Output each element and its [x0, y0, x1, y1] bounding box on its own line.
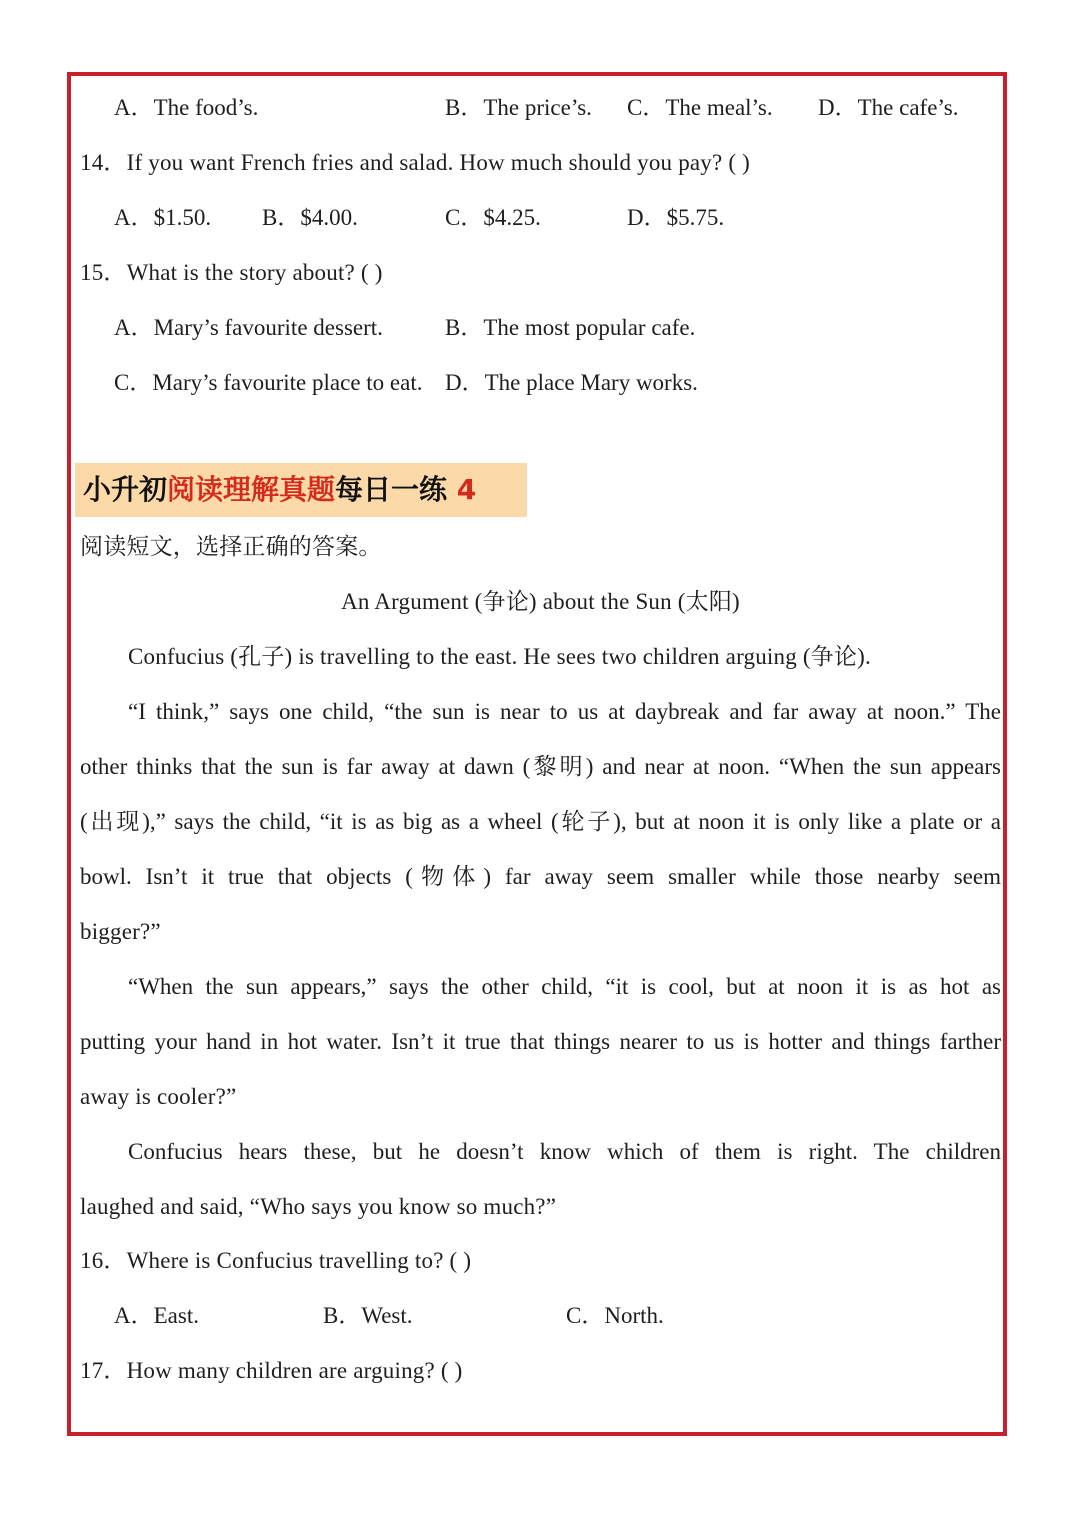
section-banner — [75, 463, 527, 517]
q14-option-c[interactable]: C．$4.25. — [445, 205, 541, 230]
q16-question: 16．Where is Confucius travelling to? ( ) — [80, 1248, 472, 1273]
banner-number: 4 — [447, 473, 477, 506]
banner-text-1: 小升初 — [83, 473, 168, 506]
q15-question: 15．What is the story about? ( ) — [80, 260, 383, 285]
passage-paragraph-1: Confucius (孔子) is travelling to the east. He sees two children arguing (争论). — [128, 644, 871, 669]
q13-option-a[interactable]: A．The food’s. — [114, 95, 259, 120]
banner-text-3: 每日一练 — [335, 473, 448, 506]
q14-option-b[interactable]: B．$4.00. — [262, 205, 358, 230]
passage-title: An Argument (争论) about the Sun (太阳) — [341, 589, 740, 614]
passage-p2-line-3: (出现),” says the child, “it is as big as a wheel (轮子), but at noon it is only like a plate or a — [80, 809, 1001, 834]
passage-p3-line-3: away is cooler?” — [80, 1084, 237, 1109]
passage-p4-line-2: laughed and said, “Who says you know so much?” — [80, 1194, 557, 1219]
passage-p2-line-1: “I think,” says one child, “the sun is near to us at daybreak and far away at noon.” The — [128, 699, 1001, 724]
q15-option-b[interactable]: B．The most popular cafe. — [445, 315, 696, 340]
q14-option-a[interactable]: A．$1.50. — [114, 205, 212, 230]
q16-option-c[interactable]: C．North. — [566, 1303, 664, 1328]
instruction-text: 阅读短文，选择正确的答案。 — [80, 534, 382, 560]
q16-option-b[interactable]: B．West. — [323, 1303, 413, 1328]
passage-p2-line-4: bowl. Isn’t it true that objects (物体) far away seem smaller while those nearby seem — [80, 864, 1001, 889]
q14-option-d[interactable]: D．$5.75. — [627, 205, 725, 230]
passage-p2-line-2: other thinks that the sun is far away at dawn (黎明) and near at noon. “When the sun appears — [80, 754, 1001, 779]
banner-text-2: 阅读理解真题 — [167, 473, 336, 506]
passage-p2-line-5: bigger?” — [80, 919, 161, 944]
q15-option-c[interactable]: C．Mary’s favourite place to eat. — [114, 370, 423, 395]
q17-question: 17．How many children are arguing? ( ) — [80, 1358, 463, 1383]
q13-option-d[interactable]: D．The cafe’s. — [818, 95, 959, 120]
q15-option-a[interactable]: A．Mary’s favourite dessert. — [114, 315, 383, 340]
q13-option-c[interactable]: C．The meal’s. — [627, 95, 773, 120]
q16-option-a[interactable]: A．East. — [114, 1303, 199, 1328]
q14-question: 14．If you want French fries and salad. How much should you pay? ( ) — [80, 150, 751, 175]
passage-p3-line-1: “When the sun appears,” says the other child, “it is cool, but at noon it is as hot as — [128, 974, 1001, 999]
q13-option-b[interactable]: B．The price’s. — [445, 95, 592, 120]
q15-option-d[interactable]: D．The place Mary works. — [445, 370, 698, 395]
passage-p3-line-2: putting your hand in hot water. Isn’t it true that things nearer to us is hotter and things farther — [80, 1029, 1001, 1054]
passage-p4-line-1: Confucius hears these, but he doesn’t know which of them is right. The children — [128, 1139, 1001, 1164]
